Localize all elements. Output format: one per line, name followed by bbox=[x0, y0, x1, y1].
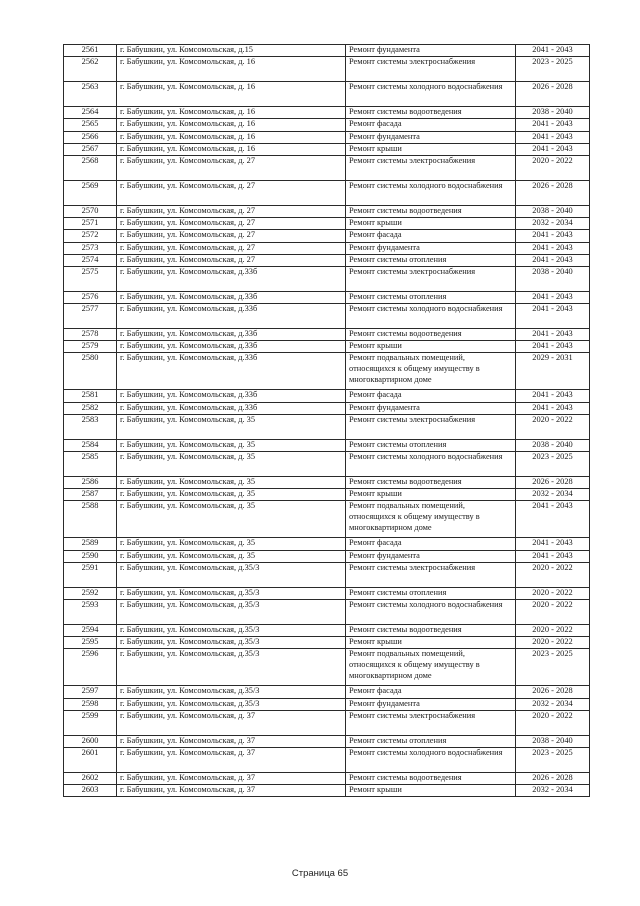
row-number-cell: 2600 bbox=[64, 735, 117, 747]
years-cell: 2041 - 2043 bbox=[516, 304, 590, 329]
row-number-cell: 2597 bbox=[64, 686, 117, 698]
years-cell: 2041 - 2043 bbox=[516, 501, 590, 538]
years-cell: 2026 - 2028 bbox=[516, 477, 590, 489]
work-type-cell: Ремонт фасада bbox=[346, 119, 516, 131]
address-cell: г. Бабушкин, ул. Комсомольская, д. 27 bbox=[117, 230, 346, 242]
table-row bbox=[64, 341, 590, 353]
address-cell: г. Бабушкин, ул. Комсомольская, д.35/3 bbox=[117, 637, 346, 649]
table-row bbox=[64, 180, 590, 205]
years-cell: 2038 - 2040 bbox=[516, 266, 590, 291]
table-row bbox=[64, 230, 590, 242]
years-cell: 2020 - 2022 bbox=[516, 414, 590, 439]
work-type-cell: Ремонт системы холодного водоснабжения bbox=[346, 452, 516, 477]
years-cell: 2041 - 2043 bbox=[516, 329, 590, 341]
table-row bbox=[64, 390, 590, 402]
years-cell: 2041 - 2043 bbox=[516, 291, 590, 303]
table-body bbox=[64, 45, 590, 797]
work-type-cell: Ремонт подвальных помещений, относящихся к общему имуществу в многоквартирном доме bbox=[346, 353, 516, 390]
years-cell: 2020 - 2022 bbox=[516, 710, 590, 735]
address-cell: г. Бабушкин, ул. Комсомольская, д. 37 bbox=[117, 785, 346, 797]
table-row bbox=[64, 57, 590, 82]
address-cell: г. Бабушкин, ул. Комсомольская, д.33б bbox=[117, 329, 346, 341]
row-number-cell: 2586 bbox=[64, 477, 117, 489]
years-cell: 2041 - 2043 bbox=[516, 550, 590, 562]
table-row bbox=[64, 131, 590, 143]
work-type-cell: Ремонт системы водоотведения bbox=[346, 477, 516, 489]
address-cell: г. Бабушкин, ул. Комсомольская, д.35/3 bbox=[117, 587, 346, 599]
work-type-cell: Ремонт системы водоотведения bbox=[346, 205, 516, 217]
work-type-cell: Ремонт системы электроснабжения bbox=[346, 155, 516, 180]
row-number-cell: 2564 bbox=[64, 107, 117, 119]
row-number-cell: 2582 bbox=[64, 402, 117, 414]
table-row bbox=[64, 205, 590, 217]
work-type-cell: Ремонт подвальных помещений, относящихся к общему имуществу в многоквартирном доме bbox=[346, 649, 516, 686]
years-cell: 2041 - 2043 bbox=[516, 402, 590, 414]
years-cell: 2032 - 2034 bbox=[516, 698, 590, 710]
years-cell: 2038 - 2040 bbox=[516, 107, 590, 119]
work-type-cell: Ремонт фундамента bbox=[346, 550, 516, 562]
work-type-cell: Ремонт системы электроснабжения bbox=[346, 57, 516, 82]
address-cell: г. Бабушкин, ул. Комсомольская, д.33б bbox=[117, 304, 346, 329]
years-cell: 2041 - 2043 bbox=[516, 119, 590, 131]
address-cell: г. Бабушкин, ул. Комсомольская, д. 27 bbox=[117, 218, 346, 230]
row-number-cell: 2577 bbox=[64, 304, 117, 329]
years-cell: 2041 - 2043 bbox=[516, 143, 590, 155]
address-cell: г. Бабушкин, ул. Комсомольская, д.35/3 bbox=[117, 562, 346, 587]
years-cell: 2020 - 2022 bbox=[516, 624, 590, 636]
work-type-cell: Ремонт системы электроснабжения bbox=[346, 414, 516, 439]
row-number-cell: 2580 bbox=[64, 353, 117, 390]
address-cell: г. Бабушкин, ул. Комсомольская, д. 16 bbox=[117, 131, 346, 143]
table-row bbox=[64, 698, 590, 710]
row-number-cell: 2602 bbox=[64, 772, 117, 784]
years-cell: 2041 - 2043 bbox=[516, 45, 590, 57]
table-row bbox=[64, 143, 590, 155]
work-type-cell: Ремонт системы отопления bbox=[346, 439, 516, 451]
address-cell: г. Бабушкин, ул. Комсомольская, д. 37 bbox=[117, 710, 346, 735]
row-number-cell: 2595 bbox=[64, 637, 117, 649]
address-cell: г. Бабушкин, ул. Комсомольская, д.35/3 bbox=[117, 686, 346, 698]
work-type-cell: Ремонт фасада bbox=[346, 390, 516, 402]
address-cell: г. Бабушкин, ул. Комсомольская, д. 27 bbox=[117, 242, 346, 254]
row-number-cell: 2581 bbox=[64, 390, 117, 402]
work-type-cell: Ремонт фундамента bbox=[346, 242, 516, 254]
work-type-cell: Ремонт фундамента bbox=[346, 698, 516, 710]
work-type-cell: Ремонт системы холодного водоснабжения bbox=[346, 180, 516, 205]
years-cell: 2020 - 2022 bbox=[516, 587, 590, 599]
work-type-cell: Ремонт фасада bbox=[346, 230, 516, 242]
years-cell: 2020 - 2022 bbox=[516, 599, 590, 624]
row-number-cell: 2587 bbox=[64, 489, 117, 501]
years-cell: 2041 - 2043 bbox=[516, 242, 590, 254]
row-number-cell: 2569 bbox=[64, 180, 117, 205]
row-number-cell: 2567 bbox=[64, 143, 117, 155]
years-cell: 2023 - 2025 bbox=[516, 649, 590, 686]
work-type-cell: Ремонт системы водоотведения bbox=[346, 329, 516, 341]
row-number-cell: 2573 bbox=[64, 242, 117, 254]
work-type-cell: Ремонт системы электроснабжения bbox=[346, 562, 516, 587]
row-number-cell: 2603 bbox=[64, 785, 117, 797]
address-cell: г. Бабушкин, ул. Комсомольская, д. 27 bbox=[117, 205, 346, 217]
table-row bbox=[64, 489, 590, 501]
work-type-cell: Ремонт фундамента bbox=[346, 45, 516, 57]
years-cell: 2041 - 2043 bbox=[516, 131, 590, 143]
address-cell: г. Бабушкин, ул. Комсомольская, д. 37 bbox=[117, 747, 346, 772]
years-cell: 2026 - 2028 bbox=[516, 686, 590, 698]
address-cell: г. Бабушкин, ул. Комсомольская, д.15 bbox=[117, 45, 346, 57]
work-type-cell: Ремонт системы отопления bbox=[346, 735, 516, 747]
row-number-cell: 2566 bbox=[64, 131, 117, 143]
work-type-cell: Ремонт подвальных помещений, относящихся к общему имуществу в многоквартирном доме bbox=[346, 501, 516, 538]
table-row bbox=[64, 686, 590, 698]
row-number-cell: 2583 bbox=[64, 414, 117, 439]
table-row bbox=[64, 624, 590, 636]
address-cell: г. Бабушкин, ул. Комсомольская, д. 27 bbox=[117, 254, 346, 266]
work-type-cell: Ремонт фасада bbox=[346, 538, 516, 550]
work-type-cell: Ремонт крыши bbox=[346, 218, 516, 230]
years-cell: 2023 - 2025 bbox=[516, 452, 590, 477]
address-cell: г. Бабушкин, ул. Комсомольская, д. 35 bbox=[117, 477, 346, 489]
table-row bbox=[64, 649, 590, 686]
row-number-cell: 2562 bbox=[64, 57, 117, 82]
years-cell: 2032 - 2034 bbox=[516, 489, 590, 501]
address-cell: г. Бабушкин, ул. Комсомольская, д. 27 bbox=[117, 180, 346, 205]
address-cell: г. Бабушкин, ул. Комсомольская, д.33б bbox=[117, 390, 346, 402]
table-row bbox=[64, 45, 590, 57]
address-cell: г. Бабушкин, ул. Комсомольская, д. 37 bbox=[117, 735, 346, 747]
address-cell: г. Бабушкин, ул. Комсомольская, д.35/3 bbox=[117, 624, 346, 636]
years-cell: 2041 - 2043 bbox=[516, 341, 590, 353]
work-type-cell: Ремонт системы электроснабжения bbox=[346, 266, 516, 291]
work-type-cell: Ремонт системы холодного водоснабжения bbox=[346, 82, 516, 107]
table-row bbox=[64, 477, 590, 489]
work-type-cell: Ремонт крыши bbox=[346, 489, 516, 501]
years-cell: 2038 - 2040 bbox=[516, 205, 590, 217]
work-type-cell: Ремонт системы холодного водоснабжения bbox=[346, 747, 516, 772]
table-row bbox=[64, 402, 590, 414]
address-cell: г. Бабушкин, ул. Комсомольская, д.35/3 bbox=[117, 649, 346, 686]
work-type-cell: Ремонт системы холодного водоснабжения bbox=[346, 304, 516, 329]
table-row bbox=[64, 155, 590, 180]
table-row bbox=[64, 266, 590, 291]
row-number-cell: 2588 bbox=[64, 501, 117, 538]
years-cell: 2041 - 2043 bbox=[516, 254, 590, 266]
work-type-cell: Ремонт системы холодного водоснабжения bbox=[346, 599, 516, 624]
years-cell: 2026 - 2028 bbox=[516, 180, 590, 205]
table-row bbox=[64, 550, 590, 562]
table-row bbox=[64, 772, 590, 784]
work-type-cell: Ремонт системы электроснабжения bbox=[346, 710, 516, 735]
row-number-cell: 2599 bbox=[64, 710, 117, 735]
years-cell: 2020 - 2022 bbox=[516, 637, 590, 649]
row-number-cell: 2589 bbox=[64, 538, 117, 550]
table-row bbox=[64, 218, 590, 230]
table-row bbox=[64, 735, 590, 747]
years-cell: 2026 - 2028 bbox=[516, 772, 590, 784]
address-cell: г. Бабушкин, ул. Комсомольская, д. 16 bbox=[117, 143, 346, 155]
work-type-cell: Ремонт фундамента bbox=[346, 402, 516, 414]
table-row bbox=[64, 562, 590, 587]
table-row bbox=[64, 119, 590, 131]
table-row bbox=[64, 439, 590, 451]
work-type-cell: Ремонт системы отопления bbox=[346, 254, 516, 266]
table-row bbox=[64, 329, 590, 341]
row-number-cell: 2561 bbox=[64, 45, 117, 57]
work-type-cell: Ремонт фасада bbox=[346, 686, 516, 698]
work-type-cell: Ремонт крыши bbox=[346, 637, 516, 649]
work-type-cell: Ремонт системы отопления bbox=[346, 587, 516, 599]
years-cell: 2041 - 2043 bbox=[516, 230, 590, 242]
row-number-cell: 2578 bbox=[64, 329, 117, 341]
address-cell: г. Бабушкин, ул. Комсомольская, д.33б bbox=[117, 266, 346, 291]
row-number-cell: 2593 bbox=[64, 599, 117, 624]
address-cell: г. Бабушкин, ул. Комсомольская, д. 16 bbox=[117, 82, 346, 107]
address-cell: г. Бабушкин, ул. Комсомольская, д. 37 bbox=[117, 772, 346, 784]
address-cell: г. Бабушкин, ул. Комсомольская, д. 16 bbox=[117, 57, 346, 82]
table-row bbox=[64, 599, 590, 624]
work-type-cell: Ремонт фундамента bbox=[346, 131, 516, 143]
address-cell: г. Бабушкин, ул. Комсомольская, д. 35 bbox=[117, 501, 346, 538]
row-number-cell: 2579 bbox=[64, 341, 117, 353]
table-row bbox=[64, 747, 590, 772]
row-number-cell: 2584 bbox=[64, 439, 117, 451]
address-cell: г. Бабушкин, ул. Комсомольская, д. 27 bbox=[117, 155, 346, 180]
table-row bbox=[64, 353, 590, 390]
table-row bbox=[64, 587, 590, 599]
years-cell: 2026 - 2028 bbox=[516, 82, 590, 107]
address-cell: г. Бабушкин, ул. Комсомольская, д.33б bbox=[117, 353, 346, 390]
table-row bbox=[64, 304, 590, 329]
table-row bbox=[64, 242, 590, 254]
address-cell: г. Бабушкин, ул. Комсомольская, д.35/3 bbox=[117, 698, 346, 710]
row-number-cell: 2596 bbox=[64, 649, 117, 686]
work-type-cell: Ремонт системы водоотведения bbox=[346, 772, 516, 784]
row-number-cell: 2572 bbox=[64, 230, 117, 242]
table-row bbox=[64, 785, 590, 797]
row-number-cell: 2568 bbox=[64, 155, 117, 180]
row-number-cell: 2585 bbox=[64, 452, 117, 477]
row-number-cell: 2592 bbox=[64, 587, 117, 599]
address-cell: г. Бабушкин, ул. Комсомольская, д. 16 bbox=[117, 119, 346, 131]
table-row bbox=[64, 637, 590, 649]
row-number-cell: 2574 bbox=[64, 254, 117, 266]
table-row bbox=[64, 414, 590, 439]
address-cell: г. Бабушкин, ул. Комсомольская, д. 35 bbox=[117, 452, 346, 477]
table-row bbox=[64, 538, 590, 550]
row-number-cell: 2594 bbox=[64, 624, 117, 636]
row-number-cell: 2590 bbox=[64, 550, 117, 562]
address-cell: г. Бабушкин, ул. Комсомольская, д. 35 bbox=[117, 414, 346, 439]
years-cell: 2029 - 2031 bbox=[516, 353, 590, 390]
years-cell: 2032 - 2034 bbox=[516, 218, 590, 230]
work-type-cell: Ремонт системы водоотведения bbox=[346, 107, 516, 119]
table-row bbox=[64, 452, 590, 477]
years-cell: 2041 - 2043 bbox=[516, 390, 590, 402]
address-cell: г. Бабушкин, ул. Комсомольская, д. 35 bbox=[117, 489, 346, 501]
years-cell: 2041 - 2043 bbox=[516, 538, 590, 550]
address-cell: г. Бабушкин, ул. Комсомольская, д.33б bbox=[117, 291, 346, 303]
address-cell: г. Бабушкин, ул. Комсомольская, д.33б bbox=[117, 341, 346, 353]
table-row bbox=[64, 82, 590, 107]
row-number-cell: 2563 bbox=[64, 82, 117, 107]
work-type-cell: Ремонт системы отопления bbox=[346, 291, 516, 303]
row-number-cell: 2571 bbox=[64, 218, 117, 230]
row-number-cell: 2575 bbox=[64, 266, 117, 291]
address-cell: г. Бабушкин, ул. Комсомольская, д.35/3 bbox=[117, 599, 346, 624]
address-cell: г. Бабушкин, ул. Комсомольская, д. 16 bbox=[117, 107, 346, 119]
table-row bbox=[64, 291, 590, 303]
address-cell: г. Бабушкин, ул. Комсомольская, д.33б bbox=[117, 402, 346, 414]
address-cell: г. Бабушкин, ул. Комсомольская, д. 35 bbox=[117, 538, 346, 550]
table-row bbox=[64, 254, 590, 266]
work-type-cell: Ремонт крыши bbox=[346, 341, 516, 353]
row-number-cell: 2565 bbox=[64, 119, 117, 131]
years-cell: 2020 - 2022 bbox=[516, 562, 590, 587]
row-number-cell: 2601 bbox=[64, 747, 117, 772]
address-cell: г. Бабушкин, ул. Комсомольская, д. 35 bbox=[117, 439, 346, 451]
years-cell: 2038 - 2040 bbox=[516, 735, 590, 747]
page-number: Страница 65 bbox=[291, 868, 349, 879]
table-row bbox=[64, 107, 590, 119]
address-cell: г. Бабушкин, ул. Комсомольская, д. 35 bbox=[117, 550, 346, 562]
work-type-cell: Ремонт крыши bbox=[346, 785, 516, 797]
table-row bbox=[64, 710, 590, 735]
row-number-cell: 2576 bbox=[64, 291, 117, 303]
years-cell: 2023 - 2025 bbox=[516, 57, 590, 82]
row-number-cell: 2591 bbox=[64, 562, 117, 587]
work-type-cell: Ремонт системы водоотведения bbox=[346, 624, 516, 636]
years-cell: 2032 - 2034 bbox=[516, 785, 590, 797]
row-number-cell: 2598 bbox=[64, 698, 117, 710]
years-cell: 2038 - 2040 bbox=[516, 439, 590, 451]
work-type-cell: Ремонт крыши bbox=[346, 143, 516, 155]
table-row bbox=[64, 501, 590, 538]
years-cell: 2023 - 2025 bbox=[516, 747, 590, 772]
repair-schedule-table bbox=[63, 44, 590, 797]
years-cell: 2020 - 2022 bbox=[516, 155, 590, 180]
row-number-cell: 2570 bbox=[64, 205, 117, 217]
